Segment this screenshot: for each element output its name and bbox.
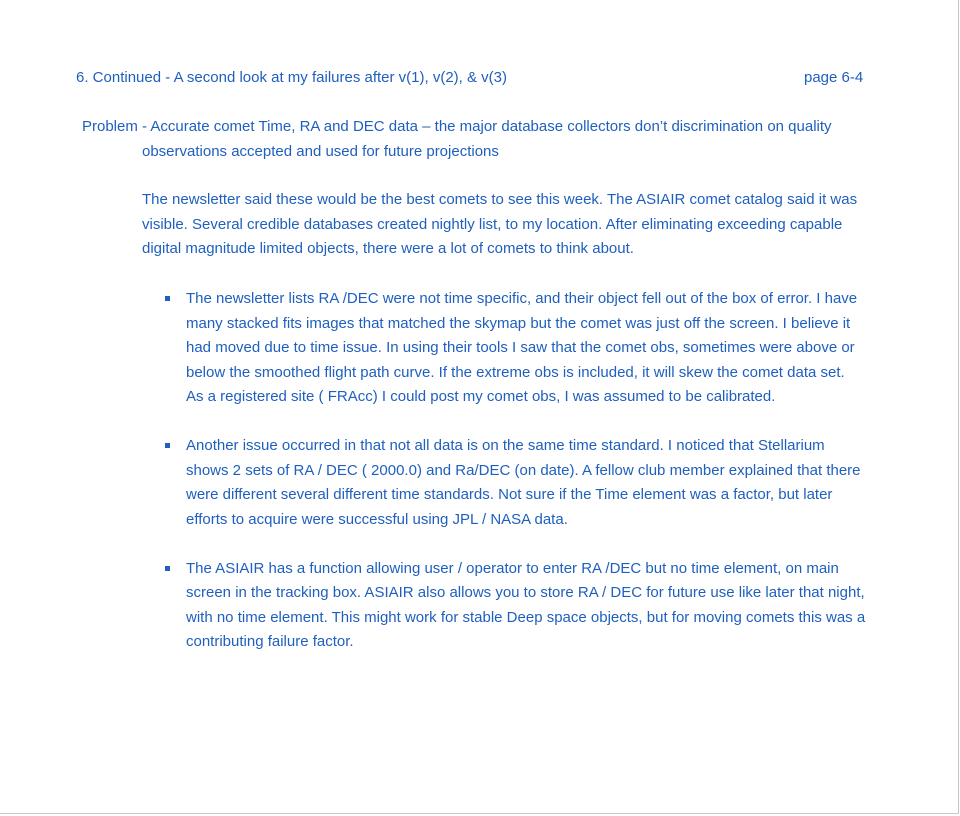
intro-line: digital magnitude limited objects, there were a lot of comets to think about. (142, 240, 634, 257)
problem-statement (82, 115, 882, 164)
square-bullet-icon (165, 443, 170, 448)
bullet-line: As a registered site ( FRAcc) I could post my comet obs, I was assumed to be calibrated. (186, 388, 776, 405)
bullet-line: many stacked fits images that matched the skymap but the comet was just off the screen. I believe it (186, 314, 851, 332)
section-title: 6. Continued - A second look at my failures after v(1), v(2), & v(3) (76, 69, 508, 86)
bullet-line: screen in the tracking box. ASIAIR also allows you to store RA / DEC for future use like later that night, (186, 584, 865, 601)
bullet-line: efforts to acquire were successful using JPL / NASA data. (186, 510, 568, 528)
square-bullet-icon (165, 566, 170, 571)
square-bullet-icon (165, 296, 170, 301)
bullet-line: The newsletter lists RA /DEC were not time specific, and their object fell out of the box of error. I have (186, 290, 858, 307)
intro-line: The newsletter said these would be the best comets to see this week. The ASIAIR comet catalog said it was (142, 191, 858, 208)
intro-line: visible. Several credible databases created nightly list, to my location. After eliminating exceeding capable (142, 215, 843, 233)
bullet-line: were different several different time standards. Not sure if the Time element was a factor, but later (186, 486, 833, 503)
bullet-line: The ASIAIR has a function allowing user / operator to enter RA /DEC but no time element, on main (186, 559, 839, 577)
intro-paragraph (142, 188, 902, 262)
bullet-line: Another issue occurred in that not all data is on the same time standard. I noticed that Stellarium (186, 437, 825, 454)
bullet-line: below the smoothed flight path curve. If the extreme obs is included, it will skew the comet data set. (186, 363, 845, 381)
bullet-line: shows 2 sets of RA / DEC ( 2000.0) and Ra/DEC (on date). A fellow club member explained that there (186, 461, 861, 479)
problem-line: Problem - Accurate comet Time, RA and DEC data – the major database collectors don’t discrimination on quality (82, 118, 832, 135)
problem-line: observations accepted and used for future projections (142, 142, 499, 160)
bullet-line: with no time element. This might work for stable Deep space objects, but for moving comets this was a (186, 608, 866, 626)
bullet-line: had moved due to time issue. In using their tools I saw that the comet obs, sometimes were above or (186, 339, 855, 356)
bullet-item (164, 434, 924, 532)
bullet-item (164, 287, 924, 410)
page-number: page 6-4 (804, 69, 864, 86)
bullet-list (164, 287, 924, 679)
bullet-line: contributing failure factor. (186, 633, 354, 650)
bullet-item (164, 557, 924, 655)
